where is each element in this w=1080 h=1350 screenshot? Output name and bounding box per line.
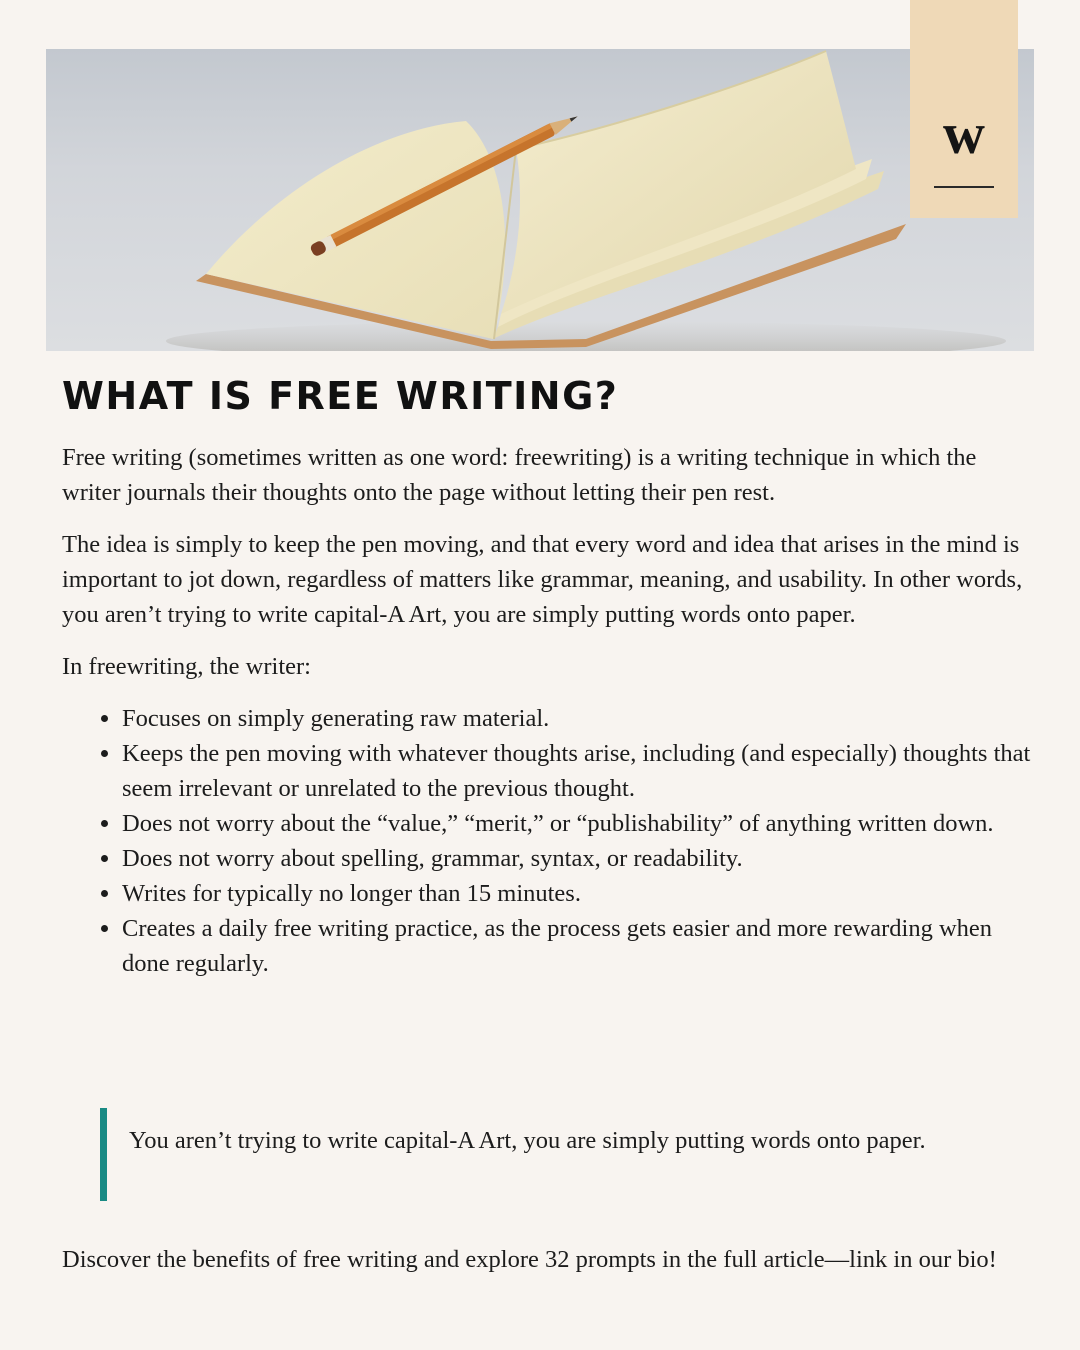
paragraph-idea: The idea is simply to keep the pen moving, and that every word and idea that arises in the mind is important to jot down, regardless of matters like grammar, meaning, and usability. In other words, you aren’t trying to write capital-A Art, you are simply putting words onto paper. <box>62 531 1023 628</box>
hero-photo-open-notebook-with-pencil <box>46 49 1034 351</box>
list-item: • Focuses on simply generating raw material. <box>122 701 1032 736</box>
brand-logo-letter: w <box>943 101 985 166</box>
list-item: • Writes for typically no longer than 15 minutes. <box>122 876 1032 911</box>
paragraph-list-intro: In freewriting, the writer: <box>62 653 311 680</box>
list-item: • Does not worry about spelling, grammar, syntax, or readability. <box>122 841 1032 876</box>
list-item: • Creates a daily free writing practice, as the process gets easier and more rewarding when done regularly. <box>122 911 1032 981</box>
pull-quote: You aren’t trying to write capital-A Art, you are simply putting words onto paper. <box>100 1108 949 1201</box>
paragraph-definition: Free writing (sometimes written as one word: freewriting) is a writing technique in which the writer journals their thoughts onto the page without letting their pen rest. <box>62 444 977 506</box>
list-item: • Does not worry about the “value,” “merit,” or “publishability” of anything written down. <box>122 806 1032 841</box>
page-title: WHAT IS FREE WRITING? <box>62 374 619 418</box>
freewriting-bullet-list <box>62 701 1032 981</box>
list-item: • Keeps the pen moving with whatever thoughts arise, including (and especially) thoughts that seem irrelevant or unrelated to the previous thought. <box>122 736 1032 806</box>
brand-logo-badge <box>910 0 1018 218</box>
notebook-illustration <box>46 49 1034 351</box>
logo-underline <box>934 186 994 188</box>
article-body <box>62 372 1032 981</box>
call-to-action-text: Discover the benefits of free writing and explore 32 prompts in the full article—link in our bio! <box>62 1246 997 1273</box>
